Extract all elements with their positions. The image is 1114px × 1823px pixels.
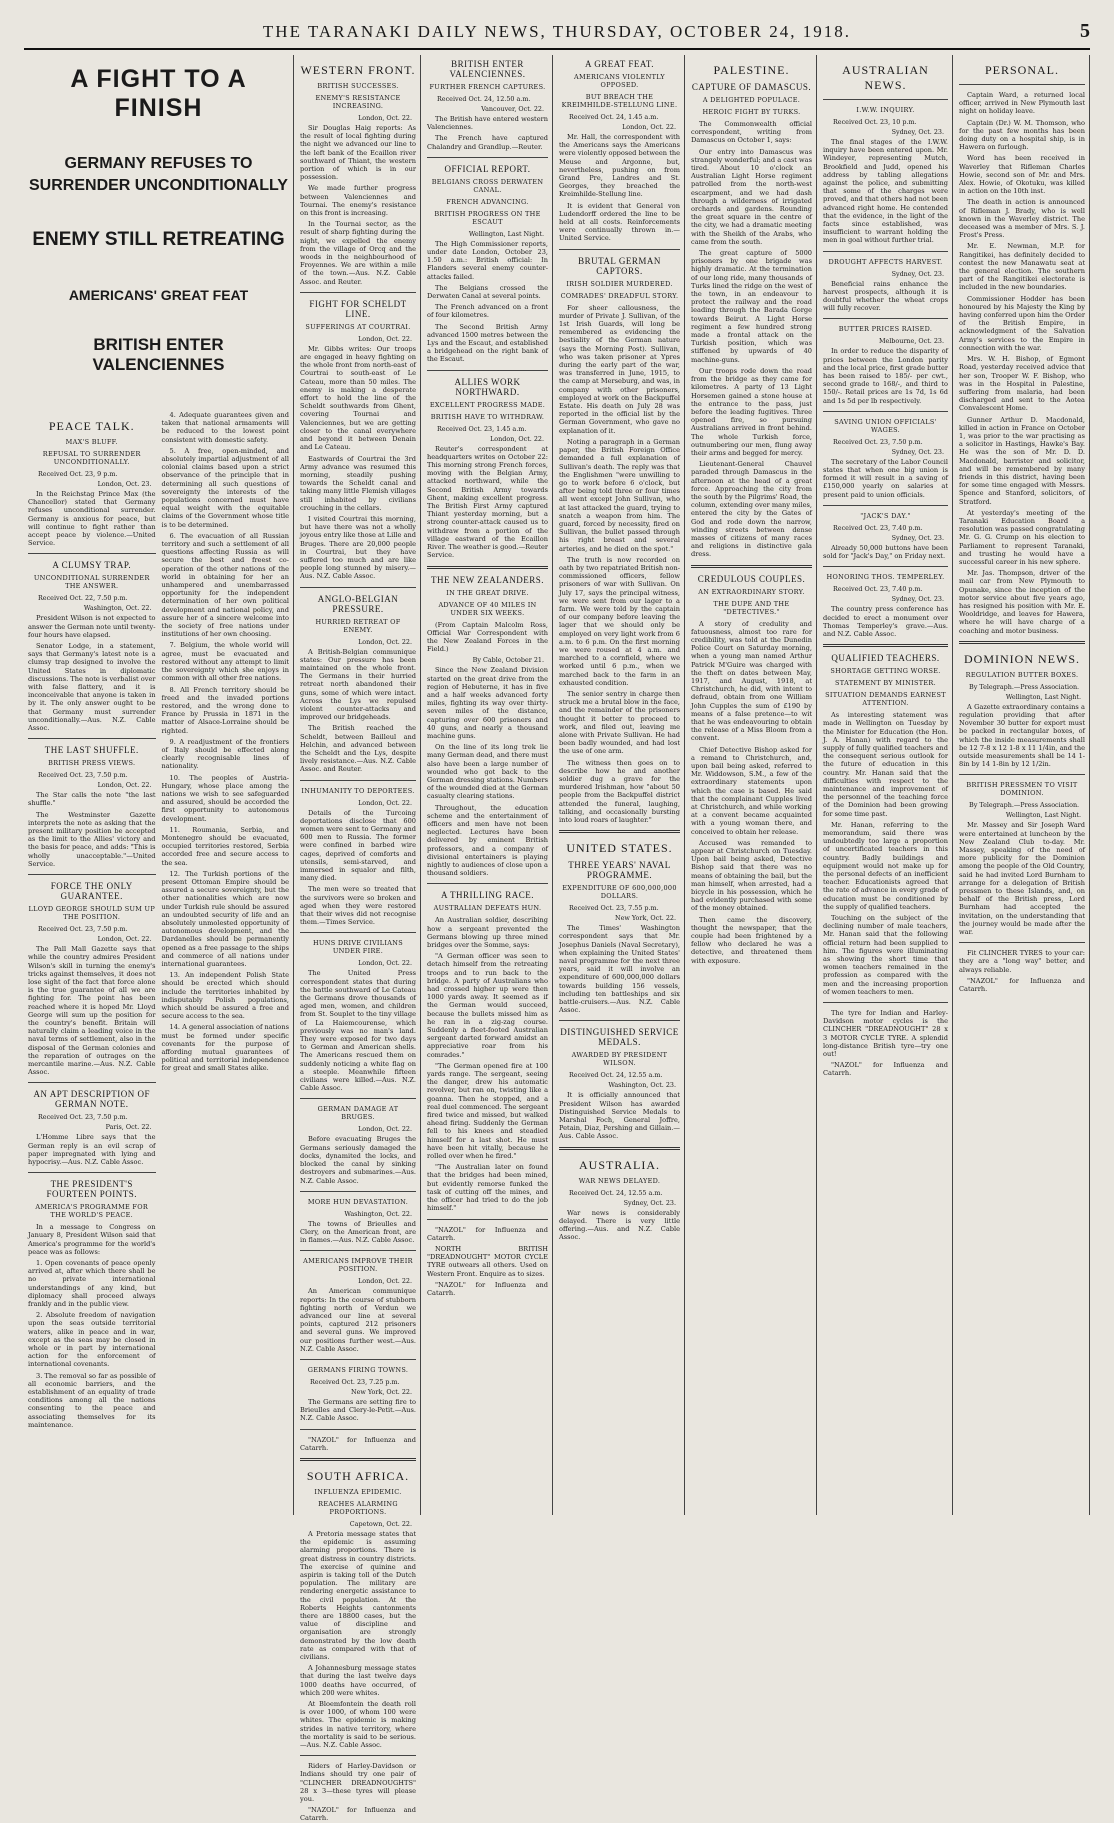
received-line: Received Oct. 23, 7.55 p.m. [569,904,659,913]
article-paragraph: The death in action is announced of Rifleman J. Brady, who is well known in the Waverley district. The deceased was a member of Mrs. S. J. Frost's Press. [959,198,1085,240]
article-paragraph: A British-Belgian communique states: Our pressure has been maintained on the whole front. The Germans in their hurried retreat north abandoned their guns, some of which were intact. Across the Lys we repulsed violent counter-attacks and improved our bridgeheads. [300,647,416,722]
article-paragraph: It is officially announced that President Wilson has awarded Distinguished Service Medals to Marshal Foch, General Joffre, Petain, Diaz, Pershing and Gillain.—Aus. Cable Assoc. [559,1091,680,1141]
column-2 [296,55,421,1823]
column-6 [819,55,953,1515]
divider [823,99,948,100]
article-paragraph: A story of credulity and fatuousness, almost too rare for credibility, was told at the Dunedin Police Court on Saturday morning, when a young man named Arthur Patrick M'Guire was charged with the theft on dates between May, 1917, and August, 1918, at Christchurch, he did, with intent to defraud, obtain from one William John Cupples the sum of £190 by means of a false pretence—to wit that he was endeavouring to obtain the release of a Miss Bloom from a convent. [691,619,812,743]
article-paragraph: The Pall Mall Gazette says that while the country admires President Wilson's skill in turning the enemy's tricks against themselves, it does not lose sight of the fact that force alone is the true guarantee of all we are fighting for. The point has been reached where it is hoped Mr. Lloyd George will sum up the position for the country's benefit. Britain will naturally claim a leading voice in the naval terms of settlement, also in the disposal of the German colonies and the reparation of outrages on the mercantile marine.—Aus. N.Z. Cable Assoc. [28,945,156,1077]
article-paragraph: The Times' Washington correspondent says that Mr. Josephus Daniels (Naval Secretary), when explaining the United States' naval programme for the next three years, said it will involve an expenditure of 600,000,000 dollars towards building 156 vessels, including ten battleships and six battle-cruisers.—Aus. N.Z. Cable Assoc. [559,924,680,1015]
article-subheading: SAVING UNION OFFICIALS' WAGES. [834,417,937,434]
article-subheading: AWARDED BY PRESIDENT WILSON. [571,1051,668,1068]
dateline: London, Oct. 22. [97,935,152,944]
advertisement: "NAZOL" for Influenza and Catarrh. [300,1806,416,1823]
received-line: Received Oct. 24, 12.50 a.m. [437,95,531,103]
article-paragraph: Mrs. W. H. Bishop, of Egmont Road, yesterday received advice that her son, Trooper W. F. Bishop, who was in the Hospital in Palestine, suffering from malaria, had been discharged and sent to the Aotea Convalescent Home. [959,355,1085,413]
article-paragraph: 10. The peoples of Austria-Hungary, whose place among the nations we wish to see safeguarded and assured, should be accorded the first opportunity to autonomous development. [161,773,289,823]
article-heading: A GREAT FEAT. [585,59,654,69]
divider [28,738,156,739]
article-subheading: INFLUENZA EPIDEMIC. [314,1487,402,1496]
article-subheading: BUT BREACH THE KREIMHILDE-STELLUNG LINE. [561,93,678,109]
article-heading: AUSTRALIA. [579,1157,660,1172]
received-line: Received Oct. 23, 9 p.m. [38,470,118,478]
article-paragraph: The French advanced on a front of four kilometres. [427,303,548,320]
article-paragraph: "A German officer was seen to detach himself from the retreating troops and to run back to the bridge. A party of Australians who had crossed higher up were then 1000 yards away. It seemed as if the German would succeed, because the bullets missed him as he ran in a zig-zag course. Suddenly a fleet-footed Australian sergeant darted forward amidst an appreciative roar from his comrades." [427,952,548,1059]
page-number: 5 [1080,20,1090,42]
divider [300,1458,416,1461]
article-paragraph: Details of the Turcoing deportations disclose that 600 women were sent to Germany and 600 men to Russia. The former were confined in barbed wire cages, deprived of comforts and utensils, semi-starved, and immersed in squalor and filth, many died. [300,808,416,883]
article-paragraph: A Gazette extraordinary contains a regulation providing that after November 30 butter for export must be packed in rectangular boxes, of which the inside measurements shall be 12 7-8 x 12 1-8 x 11 1/4in, and the outside measurements shall be 14 1-8in by 14 1-8in by 12 1/2in. [959,702,1085,769]
article-paragraph: Eastwards of Courtrai the 3rd Army advance was resumed this morning, steadily pushing towards the Scheldt canal and taking many little Flemish villages still inhabited by civilians crouching in the cellars. [300,454,416,512]
article-heading: PEACE TALK. [48,419,135,433]
article-subheading: CAPTURE OF DAMASCUS. [691,82,812,92]
article-heading: FORCE THE ONLY GUARANTEE. [50,881,133,902]
article-paragraph: On the line of its long trek lie many German dead, and there must also have been a large number of wounded who got back to the German dressing stations. Numbers of the wounded died at the German casualty clearing stations. [427,743,549,801]
divider [427,566,548,569]
divider [427,883,548,884]
article-heading: GERMANS FIRING TOWNS. [307,1365,409,1374]
advertisement: "NAZOL" for Influenza and Catarrh. [823,1061,948,1078]
divider [427,370,548,371]
article-heading: HUNS DRIVE CIVILIANS UNDER FIRE. [312,939,404,956]
dateline: London, Oct. 22. [358,959,412,968]
column-1b [162,411,290,1432]
dateline: London, Oct. 22. [622,123,676,131]
article-subheading: ENEMY'S RESISTANCE INCREASING. [315,94,401,110]
article-heading: OFFICIAL REPORT. [444,163,531,174]
newspaper-title: THE TARANAKI DAILY NEWS, THURSDAY, OCTOBER 24, 1918. [262,22,852,41]
headline-deck-3: AMERICANS' GREAT FEAT [68,287,249,303]
article-paragraph: Accused was remanded to appear at Christchurch on Tuesday. Upon bail being asked, Detective Bishop said that there was no means of obtaining the bail, but the man himself, when arrested, had a bicycle in his possession, which he had evidently purchased with some of the money obtained. [691,838,812,913]
article-paragraph: Mr. Massey and Sir Joseph Ward were entertained at luncheon by the New Zealand Club to-day. Mr. Massey, speaking of the need of more publicity for the Dominion among the people of the Old Country, said he had invited Lord Burnham to arrange for a delegation of British pressmen to these Islands, and, on behalf of the British press, Lord Burnham had accepted the invitation, on the understanding that the journey would be made after the war. [959,821,1085,937]
divider [300,1429,416,1430]
article-subheading: MAX'S BLUFF. [65,438,118,446]
article-paragraph: 11. Roumania, Serbia, and Montenegro should be evacuated, occupied territories restored, Serbia accorded free and secure access to the sea. [161,825,289,867]
advertisement: The tyre for Indian and Harley-Davidson motor cycles is the CLINCHER "DREADNOUGHT" 28 x 3 MOTOR CYCLE TYRE. A splendid long-distance British tyre—try one out! [823,1009,948,1059]
article-heading: DOMINION NEWS. [964,651,1080,666]
divider [427,157,548,158]
article-paragraph: In the Reichstag Prince Max (the Chancellor) stated that Germany refuses unconditional surrender. Germany is anxious for peace, but will continue to fight rather than accept peace by violence.—United Service. [28,490,156,548]
article-paragraph: The Belgians crossed the Derwaten Canal at several points. [427,283,548,301]
article-paragraph: L'Homme Libre says that the German reply is an evil scrap of paper impregnated with lying and hypocrisy.—Aus. N.Z. Cable Assoc. [28,1133,156,1166]
column-5 [687,55,817,1515]
article-paragraph: The Westminster Gazette interprets the note as asking that the present military position be accepted as the limit to the Allies' victory and the basis for peace, and adds: "This is wholly unacceptable."—United Service. [28,810,156,868]
masthead [24,20,1090,50]
article-subheading: SHORTAGE GETTING WORSE. [830,667,941,676]
column-1-body [28,411,289,1432]
dateline: Sydney, Oct. 23. [891,269,944,278]
article-paragraph: Chief Detective Bishop asked for a remand to Christchurch, and, upon bail being asked, referred to Mr. Widdowson, S.M., a few of the extraordinary statements upon which the case is based. He said that the complainant Cupples lived at Christchurch, and while working at a convent became acquainted with a young woman there, and conceived to obtain her release. [691,745,812,836]
article-subheading: THE DUPE AND THE "DETECTIVES." [713,599,790,616]
article-paragraph: In a message to Congress on January 8, President Wilson said that America's programme for the world's peace was as follows: [28,1223,156,1256]
article-paragraph: The towns of Brieulles and Clery, on the American front, are in flames.—Aus. N.Z. Cable Assoc. [300,1219,416,1245]
column-1a [28,411,156,1432]
article-heading: UNITED STATES. [566,841,673,856]
dateline: Wellington, Last Night. [468,229,544,238]
article-paragraph: The final stages of the I.W.W. inquiry have been entered upon. Mr. Windeyer, representing Mutch, Brookfield and Judd, opened his address by tabling allegations against the police, and submitting that some of the charges were proved, and that others had not been advanced right home. He contended that the evidence, in the light of the facts since established, was insufficient to warrant holding the men in goal without further trial. [823,138,948,245]
article-paragraph: At Bloemfontein the death roll is over 1000, of whom 100 were whites. The epidemic is making strides in native territory, where the mortality is said to be serious.—Aus. N.Z. Cable Assoc. [300,1700,416,1750]
divider [823,1002,948,1003]
article-paragraph: The secretary of the Labor Council states that when one big union is formed it will result in a saving of £150,000 yearly on salaries at present paid to union officials. [823,457,948,499]
article-paragraph: Gunner Arthur D. Macdonald, killed in action in France on October 1, was prior to the war practising as a solicitor in Hastings, Hawke's Bay. He was the son of Mr. D. D. Macdonald, barrister and solicitor, and will be remembered by many friends in this district, having been for some time engaged with Messrs. Spence and Stanford, solicitors, of Stratford. [959,415,1085,506]
dateline: London, Oct. 23. [97,480,152,488]
received-line: Received Oct. 24, 1.45 a.m. [569,113,659,121]
article-subheading: THREE YEARS' NAVAL PROGRAMME. [568,860,671,881]
article-paragraph: The great capture of 5000 prisoners by one brigade was highly dramatic. At the termination of our long ride, many thousands of Turks lined the ridge on the west of the town, in an endeavour to protect the railway and the road leading through the Barada Gorge towards Beirut. A Light Horse regiment a few hundred strong made a frontal attack on the Turkish position, which was stiffened by upwards of 40 machine-guns. [691,249,812,364]
article-paragraph: The Commonwealth official correspondent, writing from Damascus on October 1, says: [691,120,812,145]
article-paragraph: A Johannesburg message states that during the last twelve days 1000 deaths have occurred, of which 200 were whites. [300,1664,416,1697]
article-paragraph: Our troops rode down the road from the bridge as they came for kilometres. A party of 13 Light Horsemen gained a stone house at the entrance to the pass, just before the leading fugitives. Three opened fire, so pursuing Australians arrived in front behind. The whole Turkish force, outnumbering our men, flung away their arms and begged for mercy. [691,366,812,457]
advertisement: Riders of Harley-Davidson or Indians should try one pair of "CLINCHER DREADNOUGHTS" 28 x 3—these tyres will please you. [300,1762,416,1804]
article-paragraph: 1. Open covenants of peace openly arrived at, after which there shall be no private international understandings of any kind, but diplomacy shall proceed always frankly and in the public view. [28,1258,156,1308]
divider [28,1082,156,1083]
article-credit: (From Captain Malcolm Ross, Official War Correspondent with the New Zealand Forces in the Field.) [427,620,548,654]
dateline: Vancouver, Oct. 22. [481,105,544,113]
article-paragraph: 7. Belgium, the whole world will agree, must be evacuated and restored without any attempt to limit the sovereignty which she enjoys in common with all other free nations. [161,641,289,683]
article-subheading: BRITISH HAVE TO WITHDRAW. [430,412,545,421]
article-paragraph: Senator Lodge, in a statement, says that Germany's latest note is a clumsy trap designed to involve the United States in diplomatic discussions. The note is verbalist over with false flattery, and it is inconceivable that anyone is taken in by it. The only answer ought to be that Germany must surrender unconditionally.—Aus. N.Z. Cable Assoc. [28,642,156,733]
article-subheading: IN THE GREAT DRIVE. [446,588,529,597]
article-paragraph: Our entry into Damascus was strangely wonderful; and a cast was tired. About 10 o'clock an Australian Light Horse regiment patrolled from the north-west escarpment, and we had dash through a wilderness of irrigated orchards and gardens. Rounding the great square in the centre of the city, we had a dramatic meeting with the Sheikh of the Arabs, who came from the south. [691,147,812,246]
article-paragraph: The Star calls the note "the last shuffle." [28,791,156,808]
headline-deck-4: BRITISH ENTER VALENCIENNES [92,335,225,374]
credit-line: By Telegraph.—Press Association. [969,682,1080,691]
main-headline: A FIGHT TO A FINISH [70,65,247,122]
column-4 [555,55,685,1515]
article-subheading: AMERICANS VIOLENTLY OPPOSED. [574,73,665,89]
dateline: London, Oct. 22. [358,1125,412,1134]
article-paragraph: The French have captured Chalandry and Grandlup.—Reuter. [427,134,548,151]
article-paragraph: In order to reduce the disparity of prices between the London parity and the local price, first grade butter has been raised to 185/- per cwt., second grade to 168/-, and third to 150/-. Retail prices are 1s 7d, 1s 6d and 1s 5d per lb respectively. [823,347,948,405]
article-paragraph: The Second British Army advanced 1500 metres between the Lys and the Escaut, and established a bridgehead on the right bank of the Escaut. [427,322,548,364]
received-line: Received Oct. 23, 7.50 p.m. [38,925,128,934]
divider [959,942,1085,943]
divider [823,411,948,412]
article-heading: PALESTINE. [713,63,790,77]
article-subheading: REGULATION BUTTER BOXES. [965,670,1079,679]
article-paragraph: We made further progress between Valenciennes and Tournai. The enemy's resistance on this front is increasing. [300,184,416,218]
divider [28,874,156,875]
headline-deck-2: ENEMY STILL RETREATING [32,229,285,250]
article-subheading: FURTHER FRENCH CAPTURES. [429,83,546,91]
advertisement: NORTH BRITISH "DREADNOUGHT" MOTOR CYCLE TYRE outwears all others. Used on Western Front. Enquire as to sizes. [427,1244,548,1278]
divider [300,292,416,293]
article-heading: A THRILLING RACE. [440,890,535,901]
divider [300,587,416,588]
article-paragraph: 6. The evacuation of all Russian territory and such a settlement of all questions affecting Russia as will secure the best and freest co-operation of the other nations of the world in obtaining for her an unhampered and unembarrassed opportunity for the independent determination of her own political development and national policy, and assure her of a sincere welcome into the society of free nations under institutions of her own choosing. [161,531,289,639]
article-subheading: IRISH SOLDIER MURDERED. [566,279,673,288]
dateline: Washington, Oct. 22. [83,604,152,613]
received-line: Received Oct. 23, 7.50 p.m. [833,437,923,446]
divider [823,251,948,252]
credit-line: By Telegraph.—Press Association. [969,801,1080,810]
article-subheading: LLOYD GEORGE SHOULD SUM UP THE POSITION. [28,905,156,922]
article-paragraph: 12. The Turkish portions of the present Ottoman Empire should be assured a secure sovereignty, but the other nationalities which are now under Turkish rule should be assured an undoubted security of life and an absolutely unmolested opportunity of autonomous development, and the Dardanelles should be permanently opened as a free passage to the ships and commerce of all nations under international guarantees. [161,869,289,968]
article-paragraph: Mr. Hall, the correspondent with the Americans says the Americans were violently opposed between the Meuse and Argonne, but, nevertheless, pushing on from Grand Pre, Landres and St. Georges, they breached the Kreimhilde-Stellung line. [559,133,680,199]
article-paragraph: Beneficial rains enhance the harvest prospects, although it is doubtful whether the wheat crops will fully recover. [823,279,948,313]
article-paragraph: 9. A readjustment of the frontiers of Italy should be effected along clearly recognisable lines of nationality. [161,737,289,771]
article-heading: GERMAN DAMAGE AT BRUGES. [317,1105,399,1122]
divider [559,830,680,833]
dateline: Wellington, Last Night. [1005,692,1081,701]
column-1 [24,55,294,1515]
article-paragraph: Reuter's correspondent at headquarters writes on October 22: This morning strong French forces, moving with the Belgian Army, attacked northward, while the Second British Army towards Ghent, making excellent progress. The British First Army captured Thiant yesterday morning, but a strong counter-attack caused us to withdraw from a portion of the village eastward of the Ecaillon River. The weather is good.—Reuter Service. [427,444,548,560]
dateline: Sydney, Oct. 23. [891,533,944,542]
article-paragraph: 8. All French territory should be freed and the invaded portions restored, and the wrong done to France by Prussia in 1871 in the matter of Alsace-Lorraine should be righted. [161,685,289,735]
article-paragraph: Throughout, the education scheme and the entertainment of officers and men have not been neglected. Lectures have been delivered by eminent British professors, and a company of divisional entertainers is playing nightly to audiences of close upon a thousand soldiers. [427,803,548,878]
divider [28,1172,156,1173]
dateline: London, Oct. 22. [358,637,412,646]
dateline: Capetown, Oct. 22. [349,1519,412,1528]
divider [300,1250,416,1251]
article-paragraph: 13. An independent Polish State should be erected which should include the territories inhabited by indisputably Polish populations, which should be assured a free and secure access to the sea. [161,971,289,1021]
article-paragraph: The truth is now recorded on oath by two repatriated British non-commissioned officers, fellow prisoners of war with Sullivan. On July 17, says the principal witness, we were sent from our lager to a farm. We were told by the captain of our company before leaving the lager that we should only be employed on very light work from 6 a.m. to 6 p.m. On the first morning we were roused at 4 a.m. and marched to a cornfield, where we worked until 6 p.m., when we marched back to the farm in an exhausted condition. [559,555,680,687]
divider [28,553,156,554]
article-subheading: REFUSAL TO SURRENDER UNCONDITIONALLY. [42,450,141,466]
divider [300,932,416,933]
article-heading: QUALIFIED TEACHERS. [831,653,940,664]
dateline: New York, Oct. 22. [615,914,676,923]
article-paragraph: An Australian soldier, describing how a sergeant prevented the Germans blowing up three mined bridges over the Somme, says: [427,916,548,949]
article-subheading: HEROIC FIGHT BY TURKS. [702,108,801,116]
dateline: London, Oct. 22. [358,798,412,807]
article-heading: MORE HUN DEVASTATION. [307,1197,409,1206]
article-paragraph: Captain (Dr.) W. M. Thomson, who for the past few months has been doing duty on a hospital ship, is in Hawera on furlough. [959,118,1085,152]
article-subheading: ADVANCE OF 40 MILES IN UNDER SIX WEEKS. [438,600,537,617]
article-paragraph: Before evacuating Bruges the Germans seriously damaged the docks, dynamited the locks, and blocked the canal by sinking destroyers and submarines.—Aus. N.Z. Cable Assoc. [300,1135,416,1185]
article-paragraph: The United Press correspondent states that during the battle southward of Le Cateau the Germans drove thousands of aged men, women, and children from St. Souplet to the tiny village of La Haiemcourense, which previously was no man's land. They were exposed for two days to German and American shells. The Americans rescued them on suddenly noticing a white flag on a steeple. Meanwhile fifteen civilians were killed.—Aus. N.Z. Cable Assoc. [300,969,416,1093]
article-heading: AN APT DESCRIPTION OF GERMAN NOTE. [33,1089,151,1110]
article-heading: DISTINGUISHED SERVICE MEDALS. [560,1027,679,1048]
article-subheading: EXPENDITURE OF 600,000,000 DOLLARS. [562,884,677,901]
article-paragraph: The country press conference has decided to erect a monument over Thomas Temperley's grave.—Aus. and N.Z. Cable Assoc. [823,605,948,638]
article-heading: WESTERN FRONT. [300,63,416,77]
article-paragraph: The Germans are setting fire to Brieulles and Clery-le-Petit.—Aus. N.Z. Cable Assoc. [300,1397,416,1423]
article-paragraph: The witness then goes on to describe how he and another soldier dug a grave for the murdered Irishman, how "about 50 people from the Backpuffel district attended the funeral, laughing, talking, and occasionally bursting into loud roars of laughter." [559,758,680,825]
article-heading: THE NEW ZEALANDERS. [430,574,545,585]
article-heading: A CLUMSY TRAP. [52,560,132,571]
advertisement: "NAZOL" for Influenza and Catarrh. [959,976,1085,994]
dateline: London, Oct. 22. [358,334,412,343]
article-subheading: EXCELLENT PROGRESS MADE. [429,400,546,409]
article-subheading: HONORING THOS. TEMPERLEY. [826,573,945,582]
headline-deck-1: GERMANY REFUSES TO SURRENDER UNCONDITIONALLY [29,155,288,194]
article-heading: THE PRESIDENT'S FOURTEEN POINTS. [46,1179,137,1200]
article-subheading: "JACK'S DAY." [860,511,911,520]
dateline: London, Oct. 22. [490,434,544,443]
article-subheading: BRITISH SUCCESSES. [317,82,399,90]
dateline: By Cable, October 21. [472,656,544,665]
article-subheading: UNCONDITIONAL SURRENDER THE ANSWER. [33,574,150,591]
article-subheading: BUTTER PRICES RAISED. [838,325,933,334]
article-subheading: SITUATION DEMANDS EARNEST ATTENTION. [825,691,946,708]
column-3 [423,55,553,1515]
dateline: Melbourne, Oct. 23. [878,337,944,346]
article-paragraph: Mr. E. Newman, M.P. for Rangitikei, has definitely decided to contest the new Manawatu seat at the general election. The southern part of the Rangitikei electorate is included in the new boundaries. [959,242,1085,292]
received-line: Received Oct. 23, 7.50 p.m. [38,1113,128,1122]
article-subheading: AMERICA'S PROGRAMME FOR THE WORLD'S PEACE. [35,1203,149,1220]
article-heading: AUSTRALIAN NEWS. [842,63,929,92]
article-subheading: A DELIGHTED POPULACE. [702,96,801,104]
received-line: Received Oct. 23, 7.40 p.m. [833,523,923,532]
article-subheading: COMRADES' DREADFUL STORY. [560,291,679,300]
article-subheading: HURRIED RETREAT OF ENEMY. [315,617,401,634]
article-paragraph: Word has been received in Waverley that Rifleman Charles Howie, second son of Mr. and Mrs. Alex. Howie, of Okotuku, was killed in action on the 10th inst. [959,154,1085,196]
article-paragraph: Sir Douglas Haig reports: As the result of local fighting during the night we advanced our line to the left bank of the Ecaillon river southward of Thiant, the western portion of which is in our possession. [300,124,416,182]
article-subheading: BELGIANS CROSS DERWATEN CANAL. [431,177,544,194]
article-heading: THE LAST SHUFFLE. [44,745,139,756]
article-paragraph: At yesterday's meeting of the Taranaki Education Board a resolution was passed congratulating Mr. G. G. Crump on his election to Parliament to represent Taranaki, and trusting he would have a successful career in his new sphere. [959,508,1085,566]
received-line: Received Oct. 22, 7.50 p.m. [38,594,128,603]
article-paragraph: For sheer callousness, the murder of Private J. Sullivan, of the 1st Irish Guards, will long be remembered as evidencing the bestiality of the German nature (says the Morning Post). Sullivan, who was taken prisoner at Ypres during the early part of the war, was transferred in June, 1915, to the camp at Merseburg, and was, in company with other prisoners, employed at work on the Backpuffel Estate. His death on July 28 was reported in the official list by the German Government, who gave no explanation of it. [559,303,680,435]
article-paragraph: Mr. Hanan, referring to the memorandum, said there was undoubtedly too large a proportion of uncertificated teachers in this country. Badly buildings and equipment would not make up for the personal defects of an inefficient teacher. Educationists agreed that the rate of advance in every grade of education must be conditioned by the supply of qualified teachers. [823,820,948,911]
dateline: Sydney, Oct. 23. [891,447,944,456]
article-paragraph: The British reached the Scheldt, between Bailleul and Helchin, and advanced between the Scheldt and the Lys, despite lively resistance.—Aus. N.Z. Cable Assoc. and Reuter. [300,724,416,774]
article-subheading: I.W.W. INQUIRY. [856,106,915,114]
dateline: Washington, Oct. 22. [344,1209,412,1218]
article-paragraph: Touching on the subject of the declining number of male teachers, Mr. Hanan said that the following official return had been supplied to him. The figures were illuminating as showing the short time that women teachers remained in the profession as compared with the men and the increasing proportion of women teachers to men. [823,913,948,996]
article-heading: CREDULOUS COUPLES. [697,573,806,584]
divider [959,641,1085,644]
article-heading: BRITISH ENTER VALENCIENNES. [449,59,526,79]
article-heading: BRUTAL GERMAN CAPTORS. [578,255,661,276]
dateline: New York, Oct. 22. [351,1387,412,1396]
dateline: London, Oct. 22. [358,114,412,122]
article-paragraph: Commissioner Hodder has been honoured by his Majesty the King by having conferred upon him the Order of the British Empire, in acknowledgment of the Salvation Army's services to the Empire in connection with the war. [959,294,1085,352]
article-subheading: BRITISH PRESSMEN TO VISIT DOMINION. [966,781,1078,798]
advertisement: "NAZOL" for Influenza and Catarrh. [427,1225,548,1242]
article-subheading: DROUGHT AFFECTS HARVEST. [828,257,943,266]
dateline: Sydney, Oct. 23. [623,1198,676,1207]
column-7 [955,55,1090,1515]
divider [559,1147,680,1150]
article-paragraph: 14. A general association of nations must be formed under specific covenants for the purpose of affording mutual guarantees of political and territorial independence for great and small States alike. [161,1023,290,1073]
article-paragraph: As interesting statement was made in Wellington on Tuesday by the Minister for Education (the Hon. J. A. Hanan) with regard to the supply of fully qualified teachers and the consequent serious outlook for the future of education in this country. Mr. Hanan said that the difficulties with respect to the maintenance and improvement of the personnel of the teaching force of the Dominion had been growing for some time past. [823,711,948,818]
advertisement: "NAZOL" for Influenza and Catarrh. [427,1280,548,1297]
article-paragraph: Then came the discovery, thought the newspaper, that the couple had been frightened by a fellow who declared he was a detective, and threatened them with exposure. [691,915,812,965]
article-paragraph: An American communique reports: In the course of stubborn fighting north of Verdun we advanced our line at several points, captured 212 prisoners and several guns. We improved our positions further west.—Aus. N.Z. Cable Assoc. [300,1287,416,1353]
article-paragraph: 3. The removal so far as possible of all economic barriers, and the establishment of an equality of trade conditions among all the nations consenting to the peace and associating themselves for its maintenance. [28,1371,156,1429]
article-subheading: WAR NEWS DELAYED. [578,1176,661,1185]
divider [300,1755,416,1756]
advertisement: Fit CLINCHER TYRES to your car: they are a "long way" better, and always reliable. [959,949,1085,974]
article-subheading: FRENCH ADVANCING. [446,197,529,206]
article-subheading: SUFFERINGS AT COURTRAI. [305,322,411,331]
advertisement: "NAZOL" for Influenza and Catarrh. [300,1435,416,1452]
article-heading: ANGLO-BELGIAN PRESSURE. [317,593,399,614]
article-paragraph: The British have entered western Valenciennes. [427,115,548,132]
article-paragraph: The senior sentry in charge then struck me a brutal blow in the face, and the remainder of the prisoners thought it better to proceed to work, and filed out, leaving me alone with Private Sullivan. He had been badly wounded, and had lost the use of one arm. [559,689,680,756]
divider [300,1191,416,1192]
article-paragraph: Mr. Gibbs writes: Our troops are engaged in heavy fighting on the whole front from north-east of Courtrai to south-east of Le Cateau, more than 50 miles. The enemy is making a desperate effort to hold the line of the Scheldt southwards from Ghent, covering Tournai and Valenciennes, but we are getting closer to the canal everywhere and beyond it between Denain and Le Cateau. [300,344,416,452]
divider [300,1098,416,1099]
dateline: Sydney, Oct. 23. [891,128,944,136]
received-line: Received Oct. 23, 7.40 p.m. [833,585,923,594]
article-subheading: STATEMENT BY MINISTER. [835,679,936,688]
divider [300,780,416,781]
article-paragraph: 4. Adequate guarantees given and taken that national armaments will be reduced to the lowest point consistent with domestic safety. [161,411,289,444]
article-paragraph: Noting a paragraph in a German paper, the British Foreign Office demanded a full explanation of Sullivan's death. The reply was that the Englishmen "were unwilling to go to work before 6 o'clock, but after being told three or four times all went except John Sullivan, who at last attacked the guard, trying to snatch a weapon from him. The guard, forced by necessity, fired on Sullivan, the bullet passed through his right breast and several arteries, and he died on the spot." [559,437,680,553]
article-subheading: AUSTRALIAN DEFEATS HUN. [433,904,542,913]
dateline: Wellington, Last Night. [1005,811,1081,820]
divider [559,249,680,250]
received-line: Received Oct. 24, 12.55 a.m. [569,1071,663,1080]
dateline: London, Oct. 22. [358,1277,412,1286]
article-paragraph: 2. Absolute freedom of navigation upon the seas outside territorial waters, alike in peace and in war, except as the seas may be closed in whole or in part by international action for the enforcement of international covenants. [28,1311,156,1369]
article-heading: ALLIES WORK NORTHWARD. [454,376,521,397]
article-paragraph: The High Commissioner reports, under date London, October 23, 1.50 a.m.: British official: In Flanders several enemy counter-attacks failed. [427,239,548,281]
article-paragraph: War news is considerably delayed. There is very little offering.—Aus. and N.Z. Cable Assoc. [559,1208,680,1242]
divider [559,1020,680,1021]
article-paragraph: Lieutenant-General Chauvel paraded through Damascus in the afternoon at the head of a great force. Approaching the city from the south by the Pilgrims' Road, the column, extending over many miles, entered the city by the Gates of God and rode down the narrow, winding streets between dense masses of citizens of many races and religions in distinctive gala dress. [691,460,812,559]
article-paragraph: A Pretoria message states that the epidemic is assuming alarming proportions. There is great distress in country districts. The exercise of quinine and aspirin is taking toll of the Dutch population. The military are rendering energetic assistance to the civil population. At the Roberts Heights cantonments there are 18800 cases, but the value of discipline and organisation are strongly demonstrated by the low death rate as compared with that of civilians. [300,1529,416,1661]
article-subheading: AN EXTRAORDINARY STORY. [698,587,805,596]
article-paragraph: "The German opened fire at 100 yards range. The sergeant, seeing the danger, drew his automatic revolver, but ran on, twisting like a goanna. Then he stopped, and a real duel commenced. The sergeant fired twice and missed, but walked ahead firing. Suddenly the German fell to his knees and steadied himself for a last shot. He must have been hit vitally, because he rolled over when he fired." [427,1061,548,1161]
divider [823,318,948,319]
dateline: Sydney, Oct. 23. [891,595,944,604]
article-subheading: REACHES ALARMING PROPORTIONS. [318,1499,398,1516]
article-paragraph: In the Tournai sector, as the result of sharp fighting during the night, we expelled the enemy from the village of Orcq and the woods in the neighbourhood of Froyennes. We are within a mile of the town.—Aus. N.Z. Cable Assoc. and Reuter. [300,220,416,286]
article-paragraph: Mr. Jas. Thompson, driver of the mail car from New Plymouth to Opunake, since the inception of the motor service about five years ago, has resigned his position with Mr. E. Wooldridge, and leaves for Hawera, where he will have charge of a coaching and motor business. [959,569,1085,635]
divider [691,565,812,568]
article-paragraph: 5. A free, open-minded, and absolutely impartial adjustment of all colonial claims based upon a strict observance of the principle that in determining all such questions of sovereignty the interests of the populations concerned must have equal weight with the equitable claims of the Government whose title is to be determined. [161,446,289,529]
article-paragraph: It is evident that General von Ludendorff ordered the line to be held at all costs. Reinforcements were continually thrown in.—United Service. [559,201,680,243]
article-paragraph: The men were so treated that the survivors were so broken and aged when they were restored that their wives did not recognise them.—Times Service. [300,885,416,927]
article-subheading: BRITISH PRESS VIEWS. [48,759,136,768]
dateline: London, Oct. 22. [97,781,152,790]
article-heading: AMERICANS IMPROVE THEIR POSITION. [303,1257,413,1274]
article-subheading: BRITISH PROGRESS ON THE ESCAUT [434,209,541,226]
received-line: Received Oct. 23, 7.50 p.m. [38,771,128,780]
article-paragraph: "The Australian later on found that the bridges had been mined, but evidently remorse funked the task of cutting off the mines, and the officer had tried to do the job himself." [427,1163,548,1213]
divider [823,505,948,506]
article-paragraph: Since the New Zealand Division started on the great drive from the region of Hebuterne, it has in five and a half weeks advanced forty miles, fighting its way over thirty-seven miles of the distance, capturing over 600 prisoners and 40 guns, and nearly a thousand machine guns. [427,666,548,740]
divider [959,84,1085,85]
article-heading: SOUTH AFRICA. [306,1468,410,1483]
divider [823,566,948,567]
article-paragraph: President Wilson is not expected to answer the German note until twenty-four hours have elapsed. [28,614,156,639]
article-paragraph: Captain Ward, a returned local officer, arrived in New Plymouth last night on holiday leave. [959,91,1085,116]
divider [959,774,1085,775]
divider [427,1219,548,1220]
received-line: Received Oct. 23, 10 p.m. [833,118,917,126]
received-line: Received Oct. 24, 12.55 a.m. [569,1188,663,1197]
article-heading: PERSONAL. [984,63,1059,77]
divider [300,1359,416,1360]
dateline: Washington, Oct. 23. [608,1081,676,1090]
article-heading: INHUMANITY TO DEPORTEES. [301,786,415,795]
article-paragraph: I visited Courtrai this morning, but have there was not a wholly joyous entry like those at Lille and Bruges. There are 20,000 people in Courtrai, but they have suffered too much and are like people long stunned by misery.—Aus. N.Z. Cable Assoc. [300,514,416,581]
divider [823,644,948,647]
article-paragraph: Already 50,000 buttons have been sold for "Jack's Day," on Friday next. [823,543,948,561]
received-line: Received Oct. 23, 7.25 p.m. [310,1377,400,1386]
article-heading: FIGHT FOR SCHELDT LINE. [309,298,407,319]
received-line: Received Oct. 23, 1.45 a.m. [437,424,527,433]
dateline: Paris, Oct. 22. [105,1123,152,1132]
